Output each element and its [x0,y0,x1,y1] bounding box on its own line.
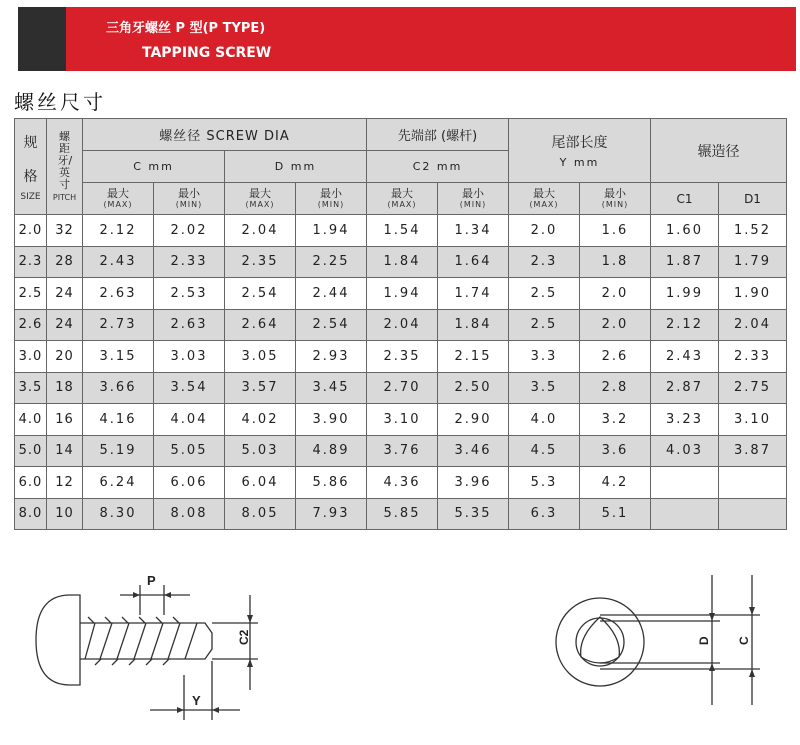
cell-pitch: 10 [47,498,83,530]
cell-d1 [719,498,787,530]
header-banner [18,7,796,71]
cell-y-min: 2.6 [580,341,651,373]
cell-y-max: 2.3 [509,246,580,278]
cell-pitch: 32 [47,215,83,247]
cell-c1 [651,498,719,530]
cell-y-max: 4.5 [509,435,580,467]
cell-c-min: 4.04 [154,404,225,436]
cell-c-max: 2.73 [83,309,154,341]
cell-y-max: 2.0 [509,215,580,247]
label-y: Y [192,693,201,708]
cell-pitch: 12 [47,467,83,499]
cell-d-max: 2.64 [225,309,296,341]
cell-y-max: 5.3 [509,467,580,499]
p-arrow-left [133,592,140,598]
cell-pitch: 28 [47,246,83,278]
p-arrow-right [164,592,171,598]
cell-c2-min: 1.74 [438,278,509,310]
cell-c-min: 2.33 [154,246,225,278]
banner-title-cn: 三角牙螺丝 P 型(P TYPE) [106,21,266,36]
table-row [15,341,787,373]
cell-c1: 3.23 [651,404,719,436]
table-row [15,246,787,278]
cell-c-max: 2.43 [83,246,154,278]
cell-d-min: 3.90 [296,404,367,436]
end-outer-circle [556,598,644,686]
cell-c1 [651,467,719,499]
cell-c-max: 3.15 [83,341,154,373]
cell-pitch: 20 [47,341,83,373]
cell-y-max: 2.5 [509,278,580,310]
cell-size: 3.0 [15,341,47,373]
header-size: 规 格 SIZE [15,119,47,215]
cell-c2-max: 4.36 [367,467,438,499]
cell-c-max: 6.24 [83,467,154,499]
header-min: 最小 (MIN) [580,183,651,215]
c-arrow-top [749,607,755,615]
cell-d-max: 4.02 [225,404,296,436]
cell-c2-max: 5.85 [367,498,438,530]
screw-head-outline [36,595,80,685]
spec-table-body [15,215,787,530]
cell-y-max: 4.0 [509,404,580,436]
cell-size: 2.5 [15,278,47,310]
cell-pitch: 24 [47,309,83,341]
cell-y-min: 3.2 [580,404,651,436]
table-row [15,278,787,310]
header-c1: C1 [651,183,719,215]
cell-c-max: 5.19 [83,435,154,467]
cell-pitch: 16 [47,404,83,436]
end-view-drawing [556,575,760,705]
cell-c2-max: 1.94 [367,278,438,310]
cell-c2-min: 1.34 [438,215,509,247]
cell-pitch: 18 [47,372,83,404]
cell-c2-min: 5.35 [438,498,509,530]
cell-c2-max: 3.76 [367,435,438,467]
cell-d-max: 3.05 [225,341,296,373]
screw-thread-crests [88,617,179,665]
cell-d-min: 3.45 [296,372,367,404]
cell-c2-min: 1.84 [438,309,509,341]
cell-c-max: 4.16 [83,404,154,436]
cell-d-max: 5.03 [225,435,296,467]
table-row [15,435,787,467]
cell-c-min: 6.06 [154,467,225,499]
header-max: 最大 (MAX) [367,183,438,215]
cell-c1: 1.87 [651,246,719,278]
side-view-drawing [36,585,258,720]
cell-size: 2.3 [15,246,47,278]
cell-c2-max: 2.04 [367,309,438,341]
cell-d-max: 8.05 [225,498,296,530]
cell-d1: 1.79 [719,246,787,278]
header-tip: 先端部 (螺杆) [367,119,509,151]
cell-d-min: 1.94 [296,215,367,247]
header-d1: D1 [719,183,787,215]
cell-y-min: 3.6 [580,435,651,467]
screw-diagram [0,545,800,745]
cell-y-max: 3.5 [509,372,580,404]
header-screw-dia: 螺丝径 SCREW DIA [83,119,367,151]
section-title: 螺丝尺寸 [14,90,106,114]
header-min: 最小 (MIN) [154,183,225,215]
cell-d1: 2.75 [719,372,787,404]
cell-y-max: 3.3 [509,341,580,373]
label-d: D [697,636,711,645]
cell-y-min: 2.0 [580,309,651,341]
cell-c-max: 3.66 [83,372,154,404]
cell-c2-max: 2.70 [367,372,438,404]
cell-d-min: 5.86 [296,467,367,499]
table-row [15,215,787,247]
cell-y-min: 5.1 [580,498,651,530]
cell-d-max: 6.04 [225,467,296,499]
cell-size: 3.5 [15,372,47,404]
header-min: 最小 (MIN) [438,183,509,215]
header-max: 最大 (MAX) [509,183,580,215]
header-max: 最大 (MAX) [225,183,296,215]
banner-text [66,7,271,71]
cell-size: 2.0 [15,215,47,247]
cell-y-min: 2.8 [580,372,651,404]
cell-size: 2.6 [15,309,47,341]
cell-c-max: 8.30 [83,498,154,530]
d-arrow-bottom [709,663,715,671]
cell-c2-min: 1.64 [438,246,509,278]
cell-c-min: 2.53 [154,278,225,310]
cell-size: 4.0 [15,404,47,436]
y-arrow-right [212,707,219,713]
cell-d1: 1.90 [719,278,787,310]
cell-c2-min: 2.50 [438,372,509,404]
cell-c-max: 2.63 [83,278,154,310]
cell-d-max: 2.04 [225,215,296,247]
cell-d-min: 2.25 [296,246,367,278]
cell-d1: 2.04 [719,309,787,341]
cell-c-min: 2.63 [154,309,225,341]
cell-c-min: 8.08 [154,498,225,530]
header-c2: C2 mm [367,151,509,183]
cell-size: 8.0 [15,498,47,530]
cell-d1 [719,467,787,499]
cell-c-min: 2.02 [154,215,225,247]
cell-d1: 3.87 [719,435,787,467]
screw-shank-outline [80,623,212,659]
cell-y-max: 6.3 [509,498,580,530]
cell-c1: 2.87 [651,372,719,404]
cell-c2-min: 3.96 [438,467,509,499]
cell-d-max: 2.35 [225,246,296,278]
cell-d-min: 2.54 [296,309,367,341]
cell-pitch: 24 [47,278,83,310]
cell-c2-min: 3.46 [438,435,509,467]
cell-pitch: 14 [47,435,83,467]
cell-c-min: 3.03 [154,341,225,373]
table-row [15,404,787,436]
cell-y-min: 2.0 [580,278,651,310]
cell-c2-max: 1.54 [367,215,438,247]
cell-c-max: 2.12 [83,215,154,247]
cell-d-min: 2.44 [296,278,367,310]
header-min: 最小 (MIN) [296,183,367,215]
y-arrow-left [177,707,184,713]
table-row [15,372,787,404]
cell-y-min: 1.8 [580,246,651,278]
cell-size: 6.0 [15,467,47,499]
c-arrow-bottom [749,669,755,677]
cell-y-min: 1.6 [580,215,651,247]
trilobe-profile [581,617,620,663]
header-knurl: 辗造径 [651,119,787,183]
label-c2: C2 [237,629,251,645]
banner-dark-block [18,7,66,71]
cell-d-min: 7.93 [296,498,367,530]
cell-d1: 3.10 [719,404,787,436]
header-pitch: 螺距牙/英寸 PITCH [47,119,83,215]
cell-c2-min: 2.15 [438,341,509,373]
cell-y-max: 2.5 [509,309,580,341]
header-max: 最大 (MAX) [83,183,154,215]
label-p: P [147,573,156,588]
cell-d-min: 2.93 [296,341,367,373]
cell-y-min: 4.2 [580,467,651,499]
cell-c1: 4.03 [651,435,719,467]
label-c: C [737,636,751,645]
cell-c-min: 5.05 [154,435,225,467]
table-row [15,467,787,499]
screw-thread-lines [85,623,197,659]
header-tail: 尾部长度 Y mm [509,119,651,183]
cell-d-max: 3.57 [225,372,296,404]
spec-table [14,118,787,530]
cell-d-max: 2.54 [225,278,296,310]
cell-d1: 1.52 [719,215,787,247]
cell-c1: 1.60 [651,215,719,247]
c2-arrow-top [247,615,253,623]
table-row [15,498,787,530]
cell-c2-min: 2.90 [438,404,509,436]
cell-d1: 2.33 [719,341,787,373]
cell-c2-max: 3.10 [367,404,438,436]
cell-c1: 2.12 [651,309,719,341]
header-c: C mm [83,151,225,183]
d-arrow-top [709,613,715,621]
c2-arrow-bottom [247,659,253,667]
cell-c1: 1.99 [651,278,719,310]
banner-title-en: TAPPING SCREW [142,45,272,61]
cell-size: 5.0 [15,435,47,467]
header-d: D mm [225,151,367,183]
cell-c2-max: 2.35 [367,341,438,373]
cell-c1: 2.43 [651,341,719,373]
table-row [15,309,787,341]
cell-c-min: 3.54 [154,372,225,404]
cell-d-min: 4.89 [296,435,367,467]
cell-c2-max: 1.84 [367,246,438,278]
